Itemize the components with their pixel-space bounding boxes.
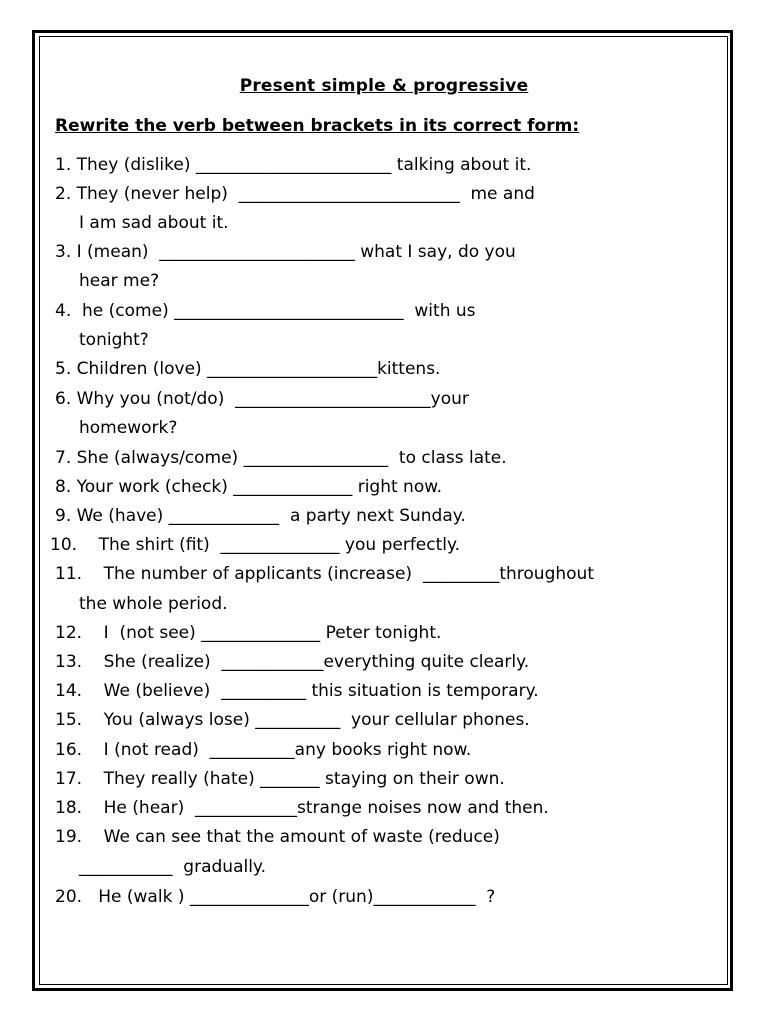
exercise-line: 13. She (realize) ____________everything quite clearly. <box>55 652 530 672</box>
worksheet-title: Present simple & progressive <box>239 76 529 96</box>
exercise-line: 7. She (always/come) _________________ to class late. <box>55 448 507 468</box>
exercise-line: 14. We (believe) __________ this situation is temporary. <box>55 681 539 701</box>
exercise-line: 4. he (come) ___________________________ with us <box>55 301 476 321</box>
exercise-line-continuation: the whole period. <box>79 594 228 614</box>
exercise-line: 8. Your work (check) ______________ right now. <box>55 477 442 497</box>
worksheet-instruction: Rewrite the verb between brackets in its correct form: <box>55 116 580 136</box>
exercise-line: 1. They (dislike) _______________________ talking about it. <box>55 155 532 175</box>
exercise-line: 16. I (not read) __________any books right now. <box>55 740 472 760</box>
exercise-line: 2. They (never help) __________________________ me and <box>55 184 535 204</box>
exercise-line: 17. They really (hate) _______ staying on their own. <box>55 769 505 789</box>
exercise-line: 19. We can see that the amount of waste (reduce) <box>55 827 500 847</box>
exercise-line-continuation: ___________ gradually. <box>79 857 266 877</box>
exercise-line: 20. He (walk ) ______________or (run)____________ ? <box>55 887 496 907</box>
exercise-line: 6. Why you (not/do) _______________________your <box>55 389 469 409</box>
exercise-line: 12. I (not see) ______________ Peter tonight. <box>55 623 442 643</box>
exercise-line: 10. The shirt (fit) ______________ you perfectly. <box>50 535 461 555</box>
exercise-line-continuation: hear me? <box>79 271 160 291</box>
exercise-line: 15. You (always lose) __________ your cellular phones. <box>55 710 530 730</box>
exercise-line-continuation: homework? <box>79 418 178 438</box>
exercise-line: 18. He (hear) ____________strange noises now and then. <box>55 798 549 818</box>
exercise-line: 3. I (mean) _______________________ what I say, do you <box>55 242 516 262</box>
exercise-line-continuation: tonight? <box>79 330 149 350</box>
exercise-line-continuation: I am sad about it. <box>79 213 229 233</box>
exercise-line: 9. We (have) _____________ a party next Sunday. <box>55 506 466 526</box>
exercise-line: 5. Children (love) ____________________kittens. <box>55 359 441 379</box>
exercise-line: 11. The number of applicants (increase) _________throughout <box>55 564 594 584</box>
